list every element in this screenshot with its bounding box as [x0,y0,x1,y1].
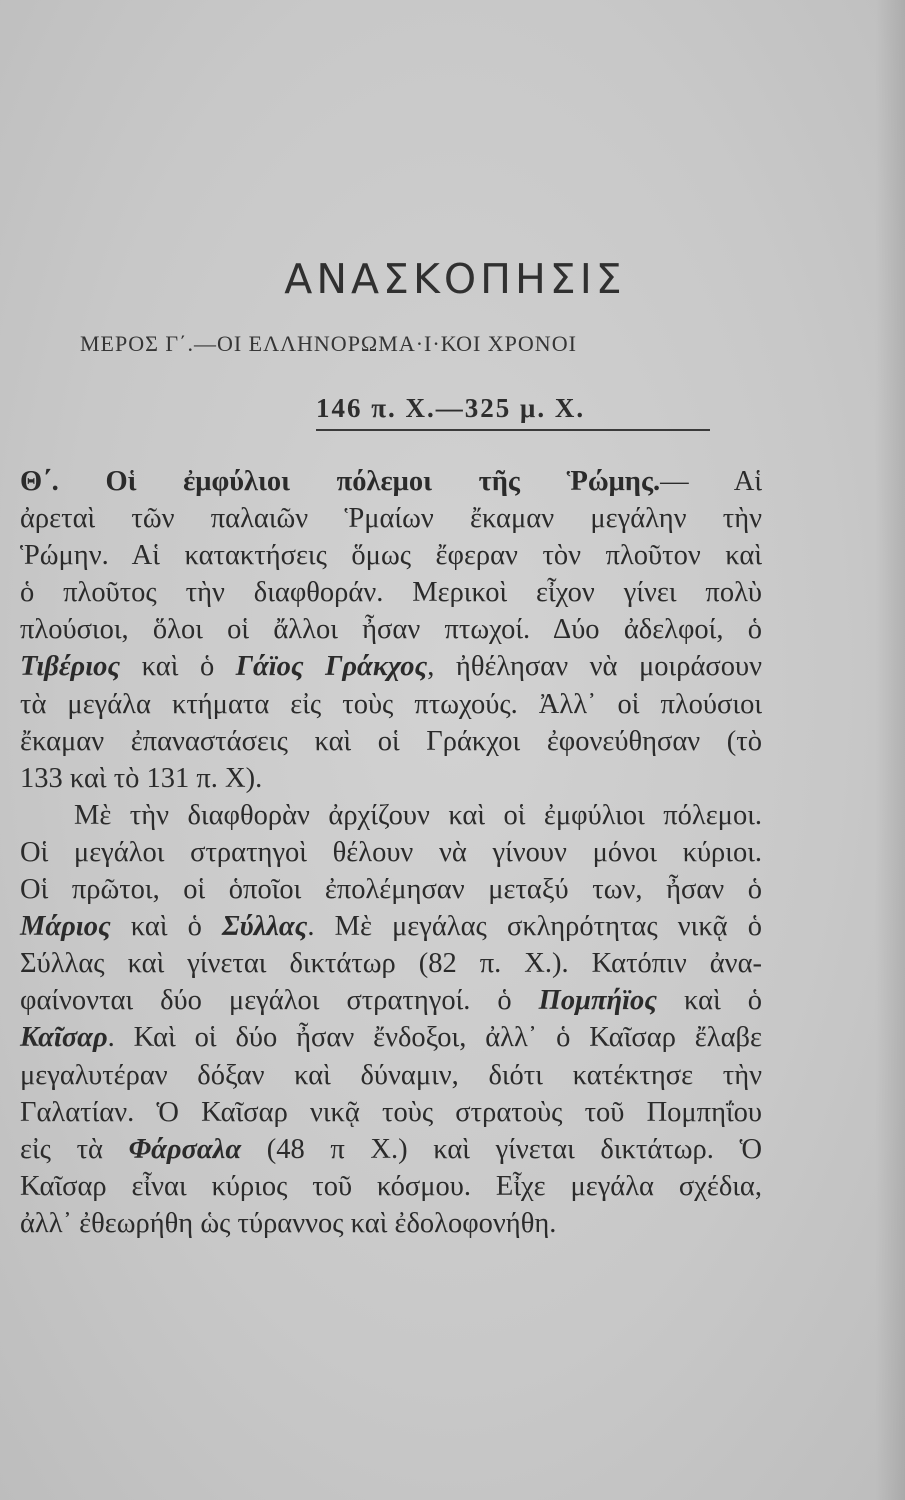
date-range: 146 π. Χ.—325 μ. Χ. [316,393,586,423]
text-run: Σύλλας καὶ γίνεται δικτάτωρ (82 π. Χ.). Κατόπιν ἀνα- [20,948,762,980]
emphasized-text: Φάρσαλα [128,1133,242,1165]
text-line [20,1057,762,1094]
text-run: ἀλλ᾽ ἐθεωρήθη ὡς τύραννος καὶ ἐδολοφονήθη. [20,1207,557,1239]
text-run: Καῖσαρ εἶναι κύριος τοῦ κόσμου. Εἶχε μεγάλα σχέδια, [20,1170,762,1202]
text-run: Οἱ μεγάλοι στρατηγοὶ θέλουν νὰ γίνουν μόνοι κύριοι. [20,836,762,868]
text-run: , ἠθέλησαν νὰ μοιράσουν [427,651,762,683]
text-run: Γαλατίαν. Ὁ Καῖσαρ νικᾷ τοὺς στρατοὺς τοῦ Πομπηΐου [20,1096,762,1128]
emphasized-text: Γάϊος Γράκχος [235,651,428,683]
text-line [20,871,762,908]
text-run: . Μὲ μεγάλας σκληρότητας νικᾷ ὁ [307,911,762,943]
body-text [20,463,762,1242]
text-line [20,982,762,1019]
page-spine-shadow [875,0,905,1500]
text-line [20,574,762,611]
text-run: Μὲ τὴν διαφθορὰν ἀρχίζουν καὶ οἱ ἐμφύλιοι πόλεμοι. [74,799,762,831]
text-line [20,723,762,760]
text-line [20,463,762,500]
text-line [20,1205,762,1242]
text-line [20,1131,762,1168]
text-run: ἀρεταὶ τῶν παλαιῶν Ῥμαίων ἔκαμαν μεγάλην τὴν [20,503,762,535]
text-run: Ῥώμην. Αἱ κατακτήσεις ὅμως ἔφεραν τὸν πλοῦτον καὶ [20,540,762,572]
emphasized-text: Θ΄. Οἱ ἐμφύλιοι πόλεμοι τῆς Ῥώμης. [20,466,661,497]
date-range-underline [316,429,710,431]
text-line [20,908,762,945]
emphasized-text: Μάριος [20,911,111,943]
text-run: πλούσιοι, ὅλοι οἱ ἄλλοι ἦσαν πτωχοί. Δύο ἀδελφοί, ὁ [20,614,762,646]
text-line [20,500,762,537]
text-run: ὁ πλοῦτος τὴν διαφθοράν. Μερικοὶ εἶχον γίνει πολὺ [20,577,762,609]
text-run: 133 καὶ τὸ 131 π. Χ). [20,762,263,794]
text-line [20,1094,762,1131]
text-run: εἰς τὰ [20,1133,129,1165]
emphasized-text: Πομπήϊος [538,985,658,1017]
text-run: (48 π Χ.) καὶ γίνεται δικτάτωρ. Ὁ [241,1133,763,1165]
text-line [20,648,762,685]
text-line [20,686,762,723]
emphasized-text: Καῖσαρ [20,1022,108,1054]
text-line [20,537,762,574]
text-run: τὰ μεγάλα κτήματα εἰς τοὺς πτωχούς. Ἀλλ᾽ οἱ πλούσιοι [20,688,762,720]
text-run: καὶ ὁ [120,651,236,683]
part-subtitle: ΜΕΡΟΣ Γ΄.—ΟΙ ΕΛΛΗΝΟΡΩΜΑ·Ι·ΚΟΙ ΧΡΟΝΟΙ [80,331,577,356]
text-run: καὶ ὁ [110,911,222,943]
emphasized-text: Τιβέριος [20,651,121,683]
text-line [20,797,762,834]
section-title: ΑΝΑΣΚΟΠΗΣΙΣ [284,255,626,303]
text-run: μεγαλυτέραν δόξαν καὶ δύναμιν, διότι κατέκτησε τὴν [20,1059,762,1091]
text-line [20,945,762,982]
text-line [20,760,762,797]
text-run: φαίνονται δύο μεγάλοι στρατηγοί. ὁ [20,985,539,1017]
text-line [20,1019,762,1056]
text-run: καὶ ὁ [657,985,762,1017]
text-run: Οἱ πρῶτοι, οἱ ὁποῖοι ἐπολέμησαν μεταξύ των, ἦσαν ὁ [20,874,762,906]
emphasized-text: Σύλλας [221,911,308,943]
text-run: . Καὶ οἱ δύο ἦσαν ἔνδοξοι, ἀλλ᾽ ὁ Καῖσαρ ἔλαβε [107,1022,762,1054]
text-line [20,1168,762,1205]
text-line [20,611,762,648]
text-line [20,834,762,871]
text-run: — Αἱ [660,466,762,497]
text-run: ἔκαμαν ἐπαναστάσεις καὶ οἱ Γράκχοι ἐφονεύθησαν (τὸ [20,725,762,757]
